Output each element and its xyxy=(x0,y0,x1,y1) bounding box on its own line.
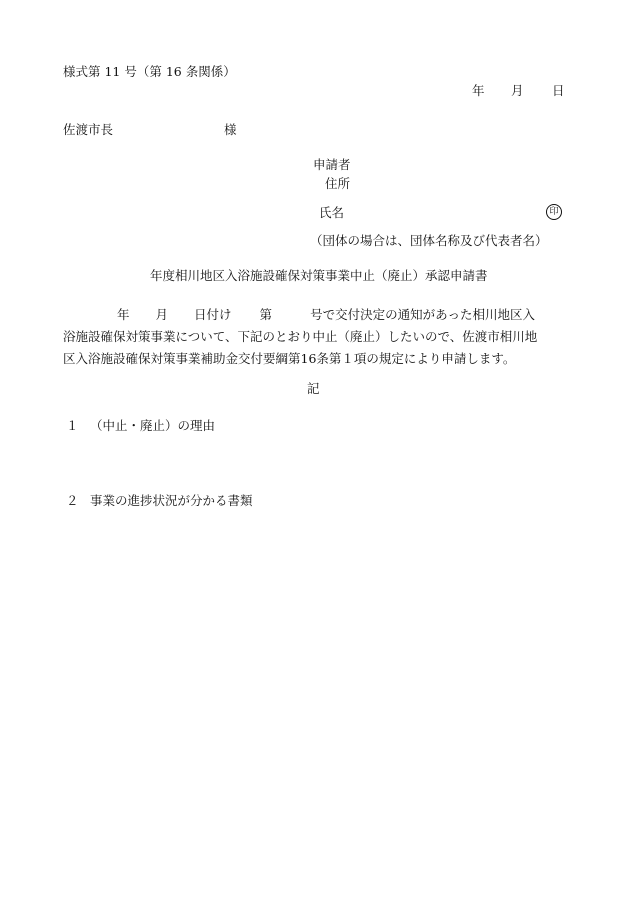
form-number: 様式第 11 号（第 16 条関係） xyxy=(63,64,236,79)
date-month: 月 xyxy=(511,83,524,98)
body-year: 年 xyxy=(117,307,130,322)
date-day: 日 xyxy=(552,83,565,98)
body-line-2: 浴施設確保対策事業について、下記のとおり中止（廃止）したいので、佐渡市相川地 xyxy=(63,329,538,344)
address-label: 住所 xyxy=(325,176,351,191)
document-title: 年度相川地区入浴施設確保対策事業中止（廃止）承認申請書 xyxy=(150,268,488,283)
item-2-label: 事業の進捗状況が分かる書類 xyxy=(90,493,253,508)
item-1-number: １ xyxy=(66,418,79,433)
body-line-3: 区入浴施設確保対策事業補助金交付要綱第16条第１項の規定により申請します。 xyxy=(63,351,516,366)
addressee-honorific: 様 xyxy=(224,122,237,137)
applicant-label: 申請者 xyxy=(313,157,351,172)
body-dated: 日付け xyxy=(194,307,232,322)
body-line-1-rest: 号で交付決定の通知があった相川地区入 xyxy=(310,307,535,322)
body-paragraph xyxy=(63,304,583,370)
organization-note: （団体の場合は、団体名称及び代表者名） xyxy=(310,233,548,248)
addressee-name: 佐渡市長 xyxy=(63,122,114,137)
seal-icon: 印 xyxy=(546,204,562,220)
item-2-number: ２ xyxy=(66,493,79,508)
ki-heading: 記 xyxy=(307,381,320,396)
body-month: 月 xyxy=(155,307,169,322)
date-year: 年 xyxy=(472,83,485,98)
body-line-1 xyxy=(63,304,583,326)
item-1-label: （中止・廃止）の理由 xyxy=(90,418,216,433)
name-label: 氏名 xyxy=(319,205,345,220)
body-number-prefix: 第 xyxy=(259,307,273,322)
